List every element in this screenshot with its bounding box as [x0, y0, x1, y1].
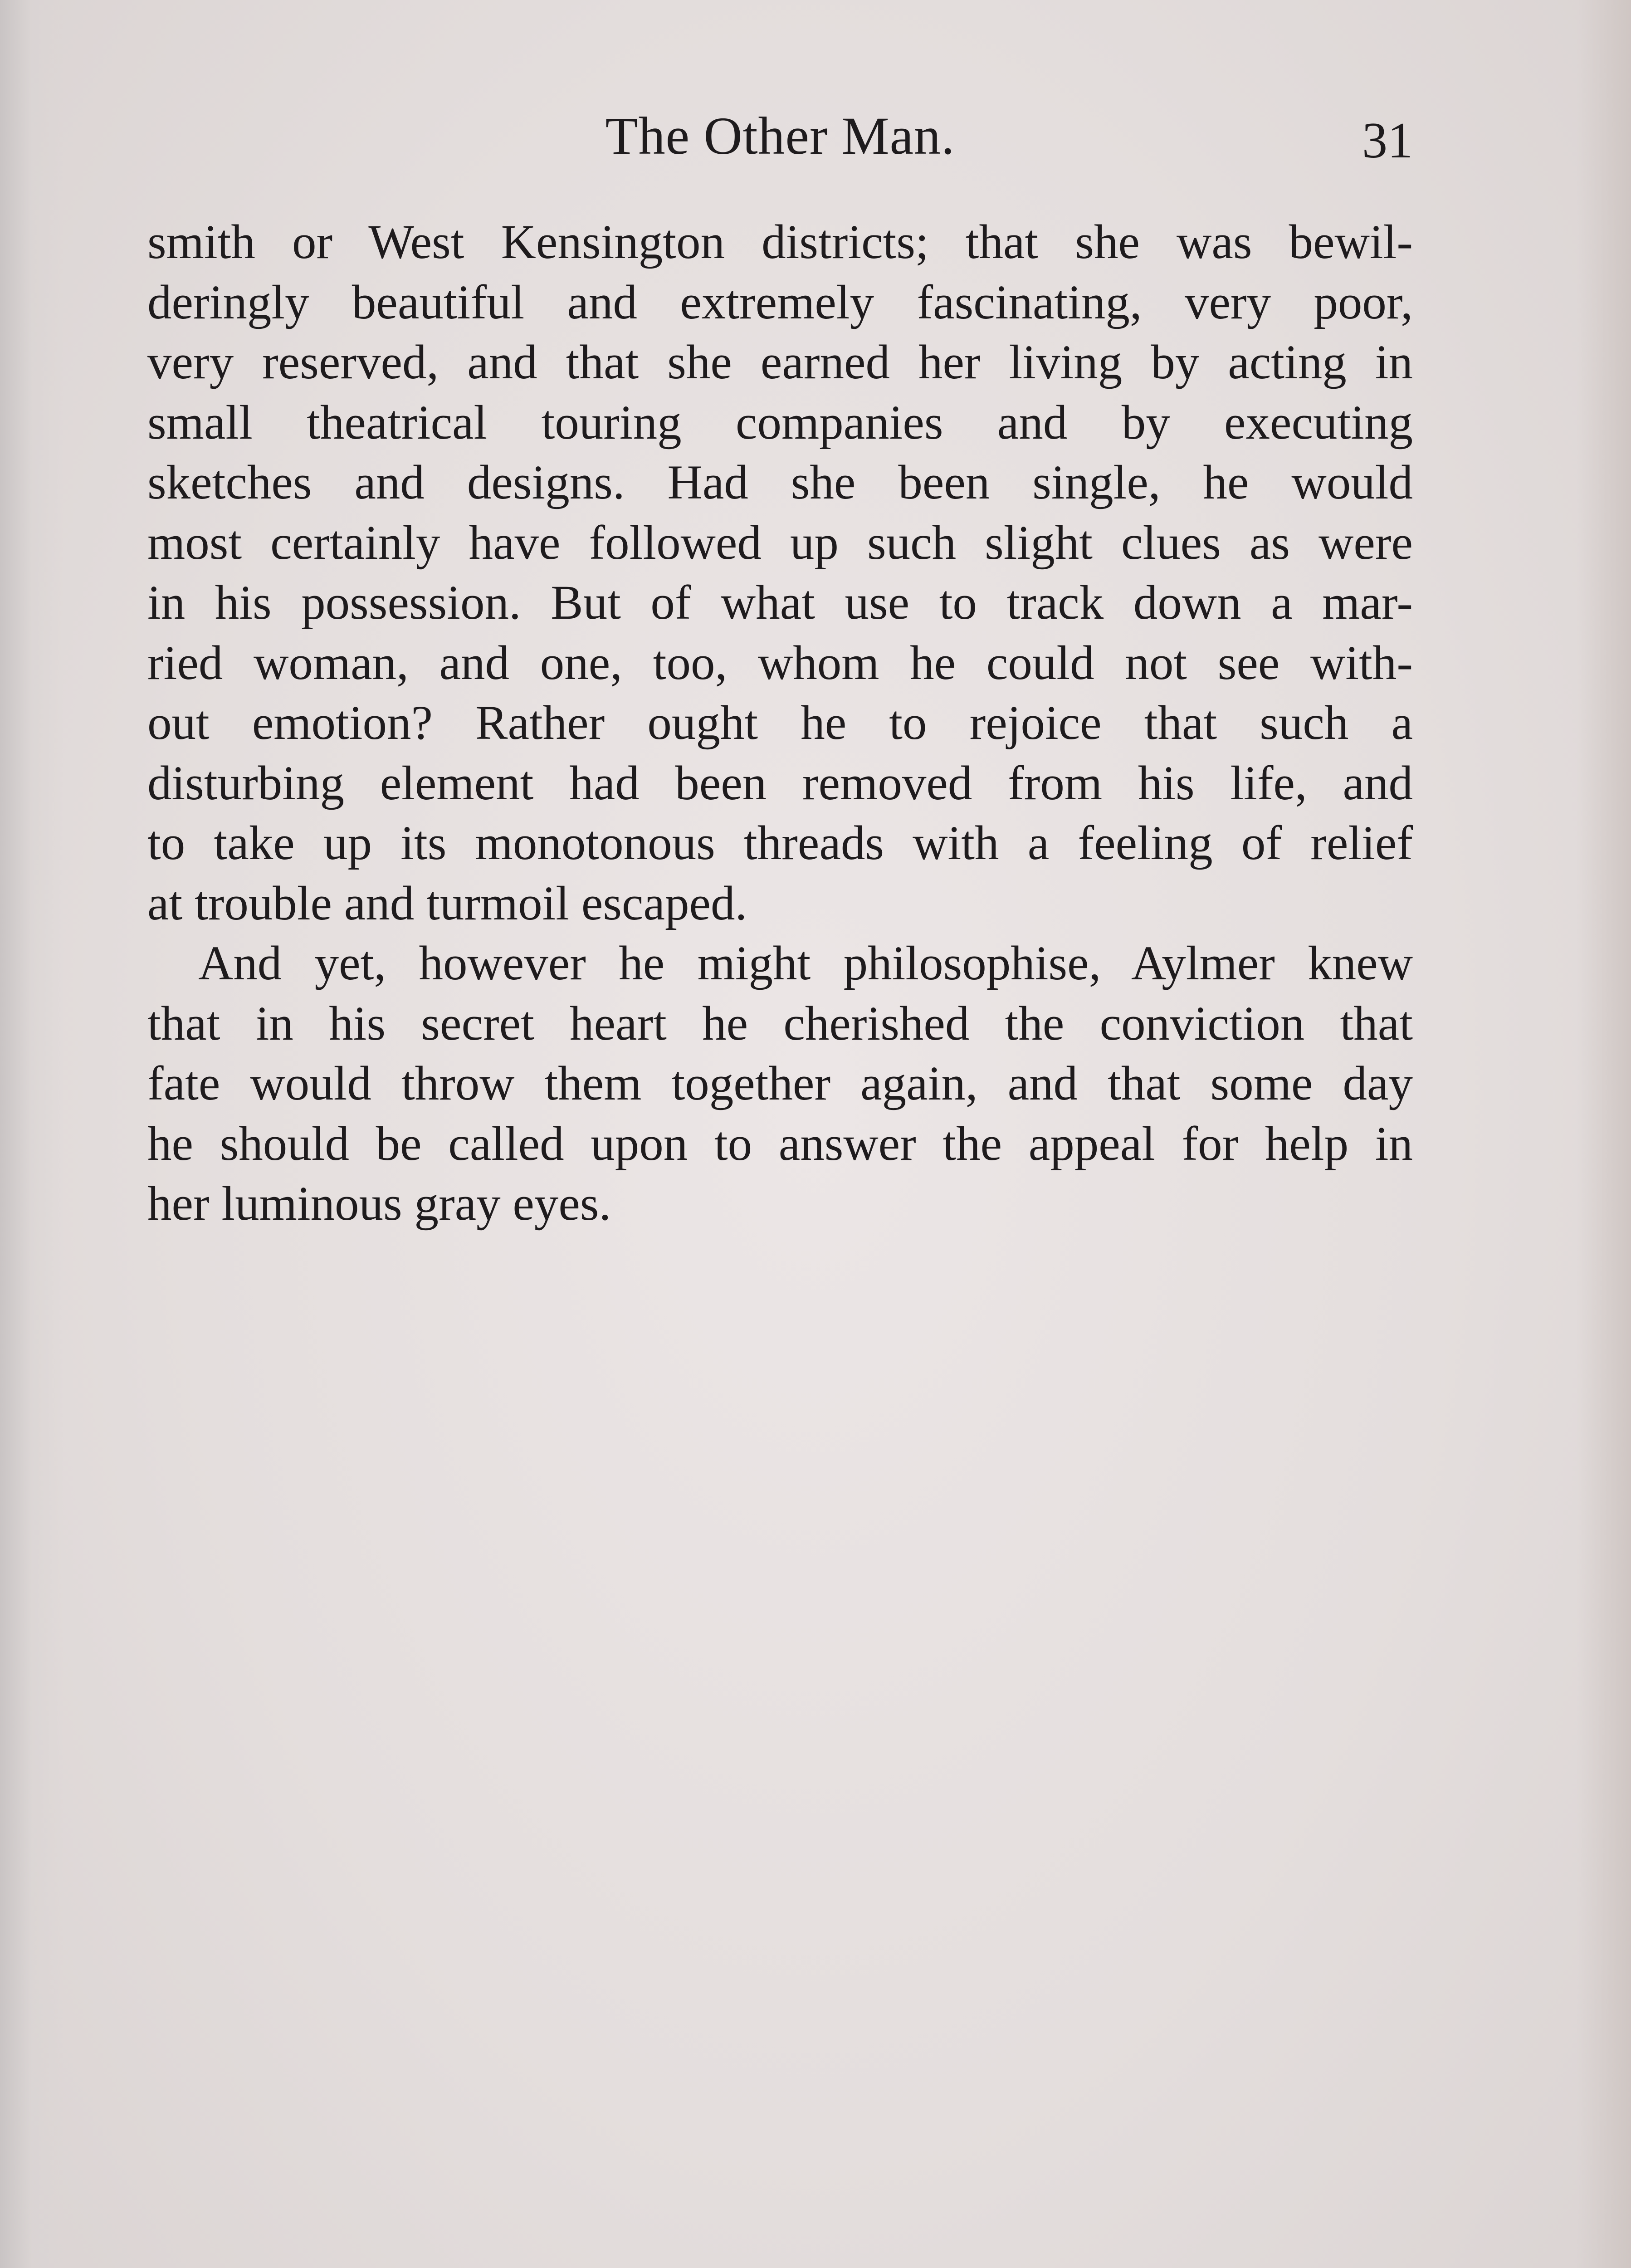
text-line: small theatrical touring companies and by executing — [147, 396, 1413, 450]
text-line: in his possession. But of what use to track down a mar- — [147, 576, 1413, 630]
body-text — [147, 212, 1413, 1234]
paragraph-1 — [147, 212, 1413, 934]
text-line: her luminous gray eyes. — [147, 1177, 611, 1231]
page-number: 31 — [1362, 112, 1413, 169]
paragraph-2 — [147, 934, 1413, 1234]
text-line: most certainly have followed up such slight clues as were — [147, 516, 1413, 570]
text-line: And yet, however he might philosophise, Aylmer knew — [198, 937, 1413, 990]
text-line: out emotion? Rather ought he to rejoice that such a — [147, 696, 1413, 750]
text-line: smith or West Kensington districts; that she was bewil- — [147, 215, 1413, 269]
running-head — [147, 102, 1413, 170]
text-line: very reserved, and that she earned her living by acting in — [147, 336, 1413, 389]
text-line: sketches and designs. Had she been single, he would — [147, 456, 1413, 509]
running-title: The Other Man. — [605, 106, 955, 166]
text-line: he should be called upon to answer the appeal for help in — [147, 1117, 1413, 1171]
text-line: deringly beautiful and extremely fascinating, very poor, — [147, 275, 1413, 329]
text-line: ried woman, and one, too, whom he could not see with- — [147, 636, 1413, 690]
text-line: to take up its monotonous threads with a feeling of relief — [147, 816, 1413, 870]
page-edge-shadow-right — [1577, 0, 1631, 2268]
page-edge-shadow-left — [0, 0, 63, 2268]
text-line: fate would throw them together again, and that some day — [147, 1057, 1413, 1110]
text-line: disturbing element had been removed from his life, and — [147, 756, 1413, 810]
text-line: that in his secret heart he cherished the conviction that — [147, 997, 1413, 1051]
text-line: at trouble and turmoil escaped. — [147, 876, 747, 930]
